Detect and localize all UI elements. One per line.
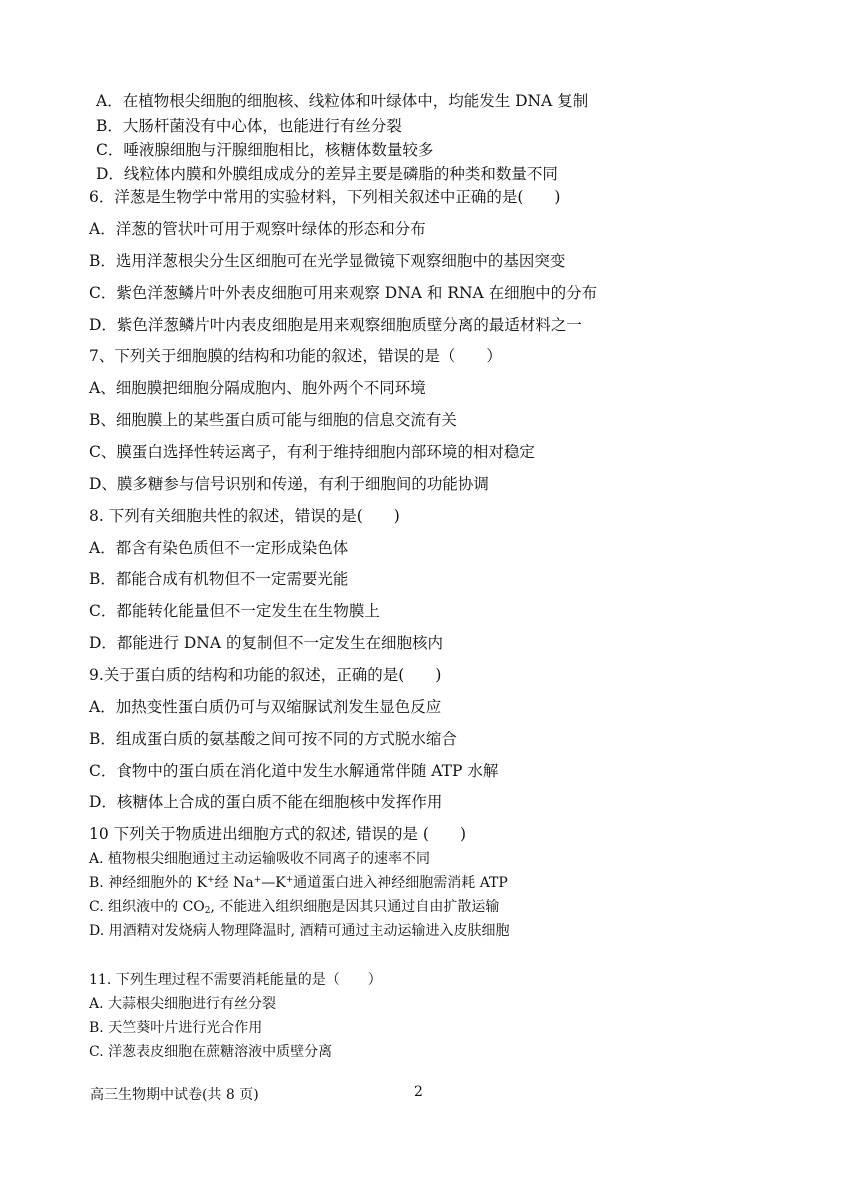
q8-option-a: A．都含有染色质但不一定形成染色体: [89, 539, 349, 557]
q11-stem: 11. 下列生理过程不需要消耗能量的是（ ）: [89, 972, 382, 988]
q10-option-a: A. 植物根尖细胞通过主动运输吸收不同离子的速率不同: [89, 851, 431, 867]
q6-option-c: C．紫色洋葱鳞片叶外表皮细胞可用来观察 DNA 和 RNA 在细胞中的分布: [89, 284, 598, 302]
q7-stem: 7、下列关于细胞膜的结构和功能的叙述，错误的是（ ）: [89, 347, 502, 365]
q6-option-d: D．紫色洋葱鳞片叶内表皮细胞是用来观察细胞质壁分离的最适材料之一: [89, 316, 582, 334]
q10-stem: 10 下列关于物质进出细胞方式的叙述, 错误的是 ( ): [89, 825, 467, 843]
page-footer-title: 高三生物期中试卷(共 8 页): [90, 1087, 259, 1103]
q6-option-a: A．洋葱的管状叶可用于观察叶绿体的形态和分布: [89, 220, 426, 238]
q6-stem: 6．洋葱是生物学中常用的实验材料，下列相关叙述中正确的是( ): [89, 188, 561, 206]
q6-option-b: B．选用洋葱根尖分生区细胞可在光学显微镜下观察细胞中的基因突变: [89, 252, 566, 270]
q5-option-b: B．大肠杆菌没有中心体，也能进行有丝分裂: [96, 117, 402, 135]
q5-option-c: C．唾液腺细胞与汗腺细胞相比，核糖体数量较多: [96, 141, 434, 159]
q9-option-a: A．加热变性蛋白质仍可与双缩脲试剂发生显色反应: [89, 698, 442, 716]
q7-option-c: C、膜蛋白选择性转运离子，有利于维持细胞内部环境的相对稳定: [89, 443, 535, 461]
q7-option-b: B、细胞膜上的某些蛋白质可能与细胞的信息交流有关: [89, 411, 457, 429]
q7-option-d: D、膜多糖参与信号识别和传递，有利于细胞间的功能协调: [89, 475, 489, 493]
q9-option-c: C．食物中的蛋白质在消化道中发生水解通常伴随 ATP 水解: [89, 762, 499, 780]
q7-option-a: A、细胞膜把细胞分隔成胞内、胞外两个不同环境: [89, 379, 426, 397]
q11-option-b: B. 天竺葵叶片进行光合作用: [89, 1020, 263, 1036]
q8-stem: 8. 下列有关细胞共性的叙述，错误的是( ): [89, 507, 400, 525]
q10-option-b: B. 神经细胞外的 K+经 Na+—K+通道蛋白进入神经细胞需消耗 ATP: [89, 875, 508, 891]
q8-option-b: B．都能合成有机物但不一定需要光能: [89, 570, 349, 588]
q10-option-d: D. 用酒精对发烧病人物理降温时, 酒精可通过主动运输进入皮肤细胞: [89, 923, 510, 939]
q5-option-a: A．在植物根尖细胞的细胞核、线粒体和叶绿体中，均能发生 DNA 复制: [96, 92, 589, 110]
q9-stem: 9.关于蛋白质的结构和功能的叙述，正确的是( ): [89, 666, 442, 684]
page-number: 2: [414, 1084, 423, 1100]
q8-option-c: C．都能转化能量但不一定发生在生物膜上: [89, 602, 380, 620]
q10-option-c: C. 组织液中的 $CO_2$, 不能进入组织细胞是因其只通过自由扩散运输: [89, 899, 500, 916]
q5-option-d: D．线粒体内膜和外膜组成成分的差异主要是磷脂的种类和数量不同: [96, 165, 558, 183]
q9-option-d: D．核糖体上合成的蛋白质不能在细胞核中发挥作用: [89, 793, 443, 811]
q8-option-d: D．都能进行 DNA 的复制但不一定发生在细胞核内: [89, 634, 443, 652]
q11-option-a: A. 大蒜根尖细胞进行有丝分裂: [89, 996, 277, 1012]
q11-option-c: C. 洋葱表皮细胞在蔗糖溶液中质壁分离: [89, 1044, 333, 1060]
q9-option-b: B．组成蛋白质的氨基酸之间可按不同的方式脱水缩合: [89, 730, 457, 748]
